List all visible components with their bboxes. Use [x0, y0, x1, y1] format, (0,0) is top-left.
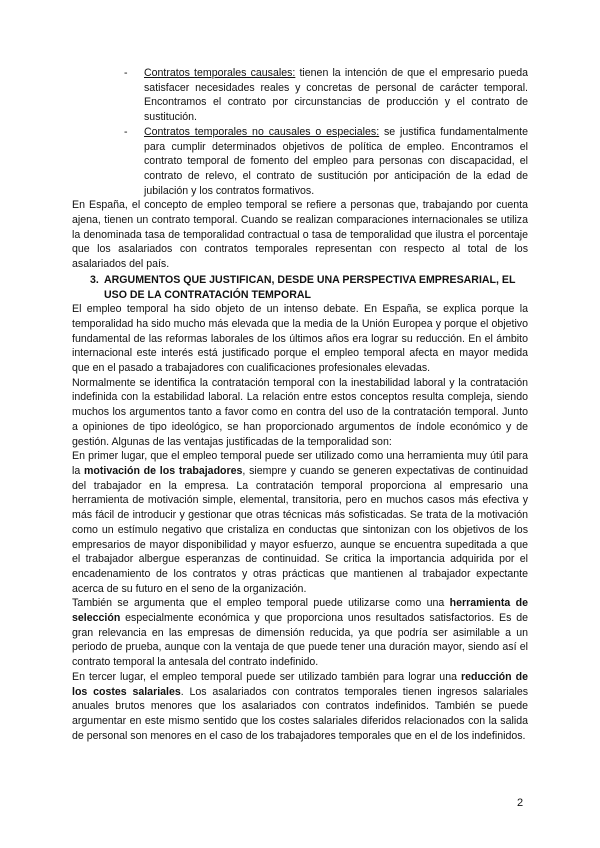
document-page: [72, 66, 528, 743]
bold-term: motivación de los trabajadores: [84, 464, 243, 477]
bullet-non-causal-contracts: [72, 125, 528, 199]
bullet-dash: -: [124, 67, 128, 79]
bullet-causal-contracts: [72, 66, 528, 125]
text-run: También se argumenta que el empleo temporal puede utilizarse como una: [72, 597, 450, 610]
section-number: 3.: [90, 273, 99, 286]
section-title: ARGUMENTOS QUE JUSTIFICAN, DESDE UNA PERSPECTIVA EMPRESARIAL, EL USO DE LA CONTRATACIÓN TEMPORAL: [104, 273, 516, 301]
section-heading: [72, 273, 528, 302]
bullet-text: se justifica fundamentalmente para cumplir determinados objetivos de política de empleo. Encontramos el contrato temporal de fomento del empleo para personas con discapacidad, el contrato de relevo, el contrato de sustitución por anticipación de la edad de jubilación y los contratos formativos.: [144, 125, 528, 197]
bullet-term: Contratos temporales causales:: [144, 67, 296, 79]
text-run: especialmente económica y que proporciona unos resultados satisfactorios. Es de gran relevancia en las empresas de dimensión reducida, ya que podría ser asimilable a un periodo de prueba, aunque con la ventaja de que puede tener una duración mayor, siendo así el contrato temporal la antesala del contrato indefinido.: [72, 612, 528, 669]
paragraph-spain-definition: En España, el concepto de empleo temporal se refiere a personas que, trabajando por cuenta ajena, tienen un contrato temporal. Cuando se realizan comparaciones internacionales se utiliza la denominada tasa de temporalidad contractual o tasa de temporalidad que ilustra el porcentaje que los asalariados con contratos temporales representan con respecto al total de los asalariados del país.: [72, 199, 528, 271]
paragraph-normally: Normalmente se identifica la contratación temporal con la inestabilidad laboral y la contratación indefinida con la estabilidad laboral. La relación entre estos conceptos resulta compleja, siendo muchos los argumentos tanto a favor como en contra del uso de la contratación temporal. Junto a opiniones de tipo ideológico, se han proporcionado argumentos de índole económico y de gestión. Algunas de las ventajas justificadas de la temporalidad son:: [72, 376, 528, 448]
bullet-dash: -: [124, 125, 128, 138]
paragraph-salary-costs: [72, 670, 528, 744]
paragraph-selection: [72, 596, 528, 670]
text-run: , siempre y cuando se generen expectativas de continuidad del trabajador en la empresa. La contratación temporal proporciona al empresario una herramienta de motivación simple, elemental, transitoria, pero en muchos casos más efectiva y más fácil de introducir y gestionar que otras técnicas más sofisticadas. Se trata de la motivación como un estímulo negativo que cristaliza en conductas que sintonizan con los objetivos de los empresarios de mayor disponibilidad y mayor esfuerzo, aunque se encuentra supeditada a que el trabajador albergue esperanzas de continuidad. Se critica la importancia adquirida por el encadenamiento de los contratos y otras prácticas que mantienen al trabajador expectante acerca de su futuro en el seno de la organización.: [72, 464, 528, 595]
paragraph-debate: El empleo temporal ha sido objeto de un intenso debate. En España, se explica porque la temporalidad ha sido mucho más elevada que la media de la Unión Europea y porque el objetivo fundamental de las reformas laborales de los últimos años era lograr su reducción. En el ámbito internacional este interés está justificado porque el empleo temporal afecta en mayor medida que en el pasado a trabajadores con cualificaciones profesionales elevadas.: [72, 303, 528, 375]
paragraph-motivation: [72, 449, 528, 596]
text-run: En primer lugar, que el empleo temporal puede ser utilizado como una herramienta muy útil para la: [72, 450, 528, 477]
text-run: En tercer lugar, el empleo temporal puede ser utilizado también para lograr una: [72, 670, 461, 683]
bold-term: reducción de los costes salariales: [72, 670, 528, 698]
bullet-text: tienen la intención de que el empresario pueda satisfacer necesidades reales y concretas de personal de carácter temporal. Encontramos el contrato por circunstancias de producción y el contrato de sustitución.: [144, 67, 528, 124]
page-number: 2: [517, 797, 524, 809]
bold-term: herramienta de selección: [72, 597, 528, 625]
bullet-term: Contratos temporales no causales o especiales:: [144, 125, 380, 138]
text-run: . Los asalariados con contratos temporales tienen ingresos salariales anuales brutos menores que los asalariados con contratos indefinidos. También se puede argumentar en este mismo sentido que los costes salariales diferidos relacionados con la salida de personal son menores en el caso de los trabajadores temporales que en el de los indefinidos.: [72, 685, 529, 742]
